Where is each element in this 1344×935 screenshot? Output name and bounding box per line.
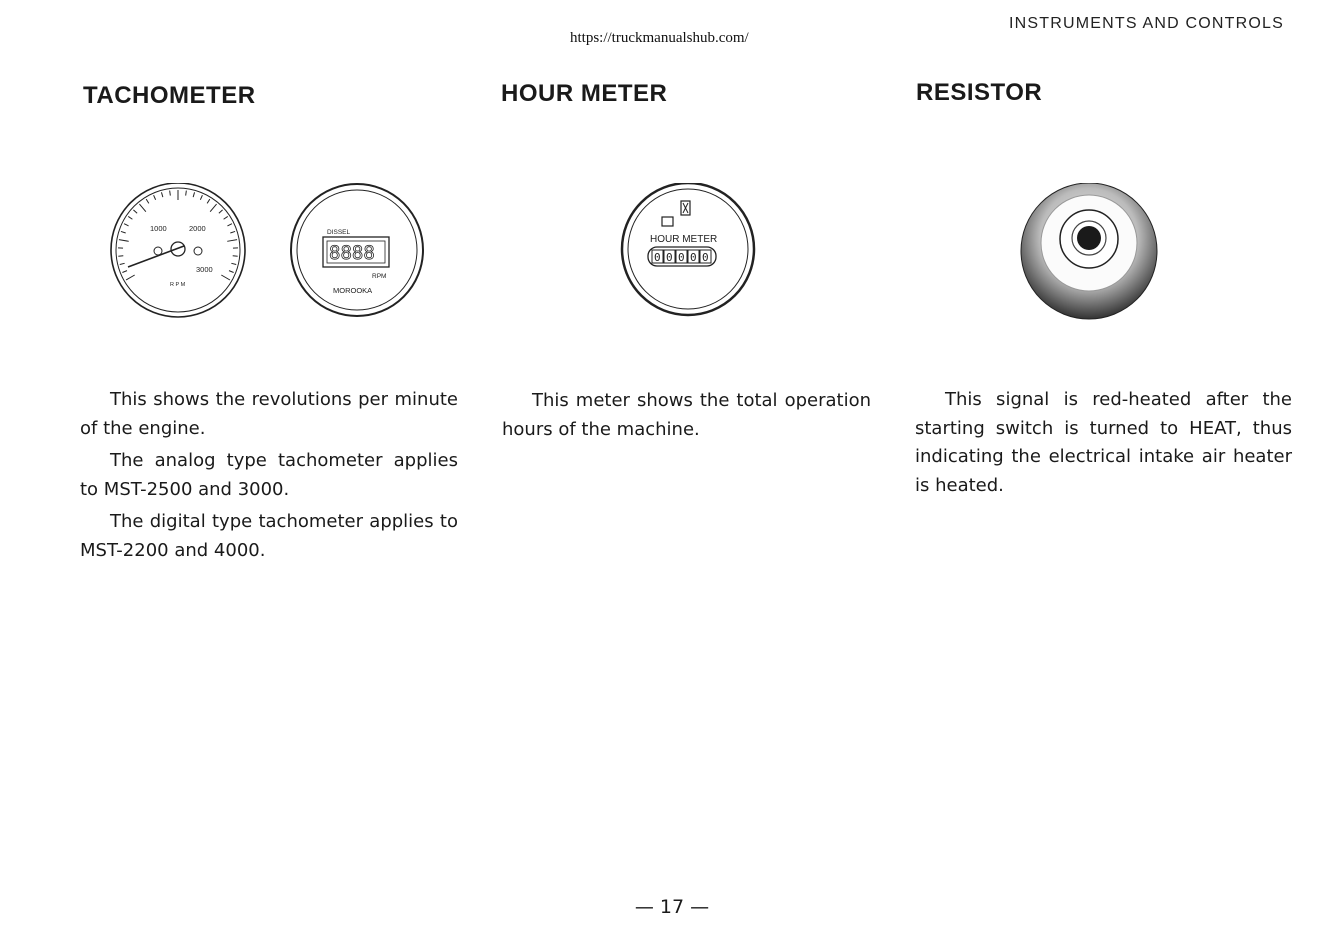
hour-meter-heading: HOUR METER (501, 80, 668, 107)
dial-tick (233, 256, 238, 257)
counter-digit: 0 (690, 251, 697, 264)
paragraph: This signal is red-heated after the starting switch is turned to HEAT, thus indicating the electrical intake air heater is heated. (915, 389, 1292, 496)
digital-display: 8888 (329, 242, 375, 264)
source-url: https://truckmanualshub.com/ (570, 30, 749, 46)
counter-digit: 0 (654, 251, 661, 264)
resistor-indicator-figure (1020, 183, 1162, 321)
analog-tachometer-figure (108, 183, 250, 319)
resistor-heading: RESISTOR (916, 79, 1043, 106)
rpm-label: R P M (170, 282, 186, 288)
digital-tachometer-figure (289, 183, 427, 319)
counter-digit: 0 (666, 251, 673, 264)
paragraph: This meter shows the total operation hours of the machine. (502, 390, 871, 440)
page-number: — 17 — (634, 896, 710, 918)
hour-meter-label: HOUR METER (650, 234, 718, 245)
counter-digit: 0 (702, 251, 709, 264)
tick-label-1000: 1000 (150, 224, 167, 233)
digital-brand: MOROOKA (333, 286, 373, 295)
section-header: INSTRUMENTS AND CONTROLS (1008, 15, 1284, 32)
hour-meter-description (502, 387, 871, 448)
dial-tick (118, 256, 123, 257)
paragraph: This shows the revolutions per minute of the engine. (80, 389, 458, 439)
paragraph: The digital type tachometer applies to MST-2200 and 4000. (80, 511, 458, 561)
dial-tick (186, 191, 187, 196)
dial-tick (170, 191, 171, 196)
tick-label-2000: 2000 (189, 224, 206, 233)
paragraph: The analog type tachometer applies to MST-2500 and 3000. (80, 450, 458, 500)
digital-rpm-label: RPM (372, 273, 387, 280)
counter-digit: 0 (678, 251, 685, 264)
digital-brand-top: DISSEL (327, 229, 351, 236)
tachometer-heading: TACHOMETER (83, 82, 256, 109)
hour-meter-figure (620, 183, 758, 317)
tachometer-description (80, 386, 458, 569)
resistor-description (915, 386, 1292, 504)
tick-label-3000: 3000 (196, 265, 213, 274)
